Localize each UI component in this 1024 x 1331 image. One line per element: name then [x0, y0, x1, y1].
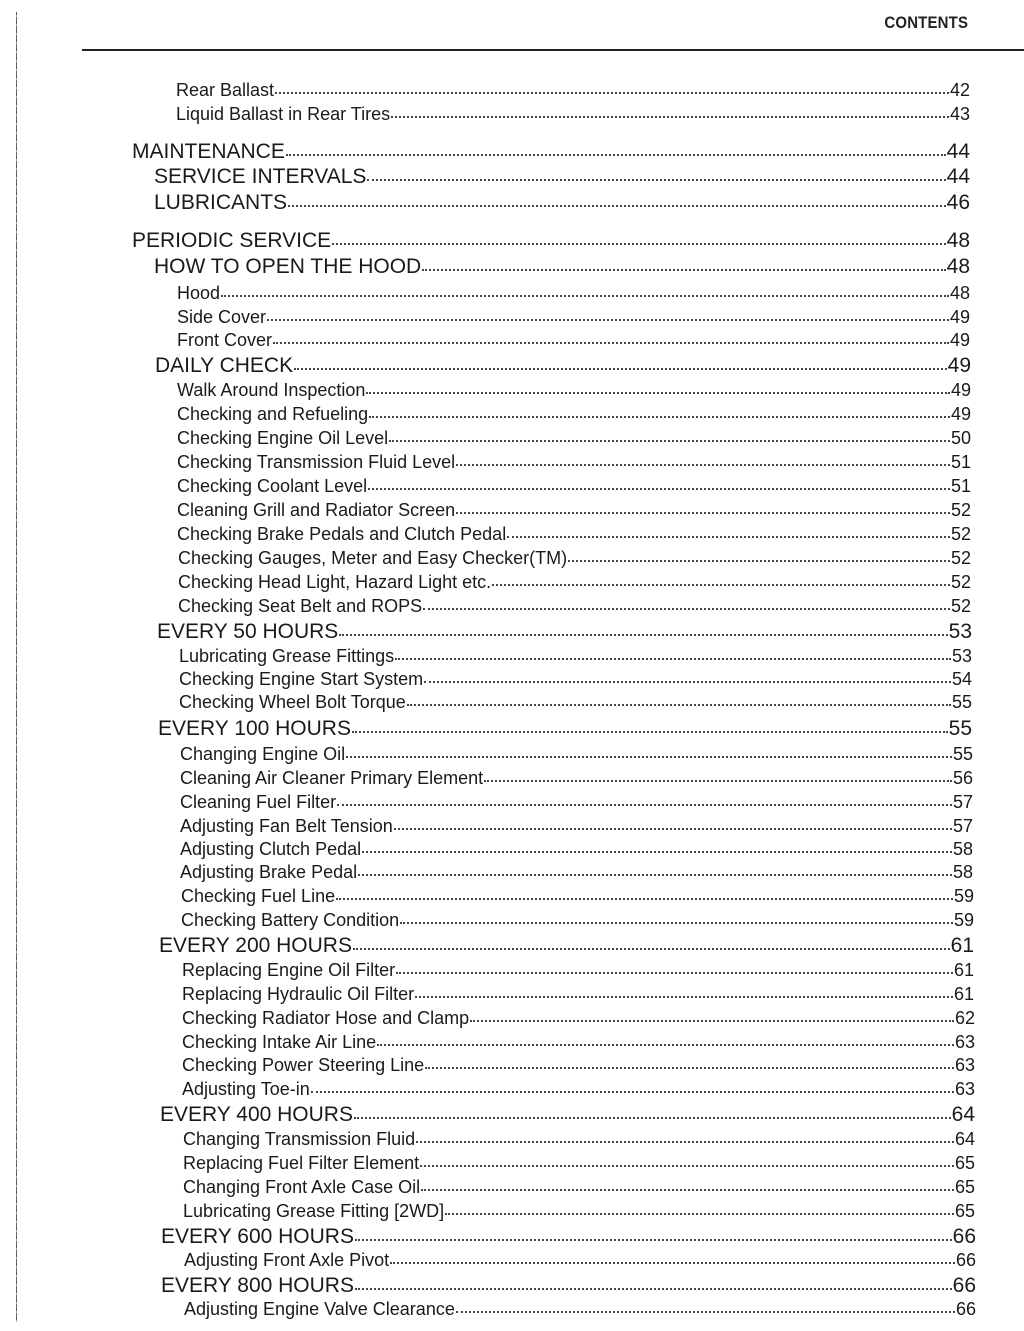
toc-section [132, 140, 970, 164]
toc-page-number: 65 [954, 1153, 975, 1173]
toc-page-number: 61 [953, 960, 974, 980]
toc-entry-label: Checking Radiator Hose and Clamp [182, 1008, 470, 1028]
toc-entry-label: Adjusting Fan Belt Tension [180, 816, 393, 836]
toc-entry-label: Checking Engine Start System [179, 669, 424, 689]
dot-leader [394, 828, 952, 830]
dot-leader [369, 416, 950, 418]
toc-page-number: 53 [951, 646, 972, 666]
dot-leader [415, 996, 953, 998]
toc-entry-label: Checking Gauges, Meter and Easy Checker(TM) [178, 548, 568, 568]
toc-item [184, 1299, 976, 1320]
toc-subsection [159, 934, 974, 958]
toc-item [178, 572, 971, 593]
toc-page-number: 62 [954, 1008, 975, 1028]
toc-item [180, 816, 973, 837]
toc-page-number: 51 [950, 476, 971, 496]
toc-page-number: 58 [952, 839, 973, 859]
dot-leader [492, 584, 950, 586]
toc-item [183, 1201, 975, 1222]
dot-leader [337, 804, 952, 806]
toc-page-number: 55 [948, 717, 972, 740]
toc-item [183, 1153, 975, 1174]
toc-entry-label: HOW TO OPEN THE HOOD [154, 255, 422, 278]
toc-entry-label: Walk Around Inspection [177, 380, 366, 400]
toc-page-number: 65 [954, 1201, 975, 1221]
toc-page-number: 49 [950, 380, 971, 400]
toc-subsection [154, 191, 970, 215]
dot-leader [470, 1020, 954, 1022]
toc-subsection [157, 620, 972, 644]
toc-page-number: 63 [954, 1079, 975, 1099]
dot-leader [346, 756, 952, 758]
toc-entry-label: EVERY 200 HOURS [159, 934, 352, 957]
dot-leader [367, 179, 945, 181]
dot-leader [423, 608, 950, 610]
toc-page-number: 65 [954, 1177, 975, 1197]
toc-entry-label: PERIODIC SERVICE [132, 229, 332, 252]
toc-item [183, 1129, 975, 1150]
toc-entry-label: Checking Coolant Level [177, 476, 368, 496]
toc-item [183, 1177, 975, 1198]
toc-page-number: 55 [952, 744, 973, 764]
toc-page-number: 54 [951, 669, 972, 689]
dot-leader [422, 269, 945, 271]
toc-entry-label: EVERY 800 HOURS [161, 1274, 354, 1297]
toc-subsection [155, 354, 971, 378]
dot-leader [368, 488, 950, 490]
header-divider [82, 49, 1024, 51]
toc-entry-label: Front Cover [177, 330, 273, 350]
dot-leader [332, 243, 945, 245]
toc-page-number: 44 [946, 165, 970, 188]
toc-page-number: 59 [953, 910, 974, 930]
dot-leader [358, 874, 952, 876]
dot-leader [407, 704, 951, 706]
toc-item [177, 524, 971, 545]
toc-entry-label: DAILY CHECK [155, 354, 294, 377]
toc-page-number: 46 [946, 191, 970, 214]
toc-item [176, 104, 970, 125]
toc-subsection [161, 1225, 976, 1249]
toc-page-number: 66 [952, 1274, 976, 1297]
toc-page-number: 64 [954, 1129, 975, 1149]
toc-item [182, 1079, 975, 1100]
toc-entry-label: Checking Intake Air Line [182, 1032, 377, 1052]
toc-page-number: 64 [951, 1103, 975, 1126]
dot-leader [425, 1067, 954, 1069]
dot-leader [336, 898, 953, 900]
dot-leader [395, 658, 951, 660]
toc-item [180, 768, 973, 789]
dot-leader [288, 205, 946, 207]
dot-leader [400, 922, 953, 924]
toc-item [177, 428, 971, 449]
dot-leader [355, 1288, 952, 1290]
toc-subsection [154, 255, 970, 279]
toc-page-number: 51 [950, 452, 971, 472]
dot-leader [389, 440, 950, 442]
toc-entry-label: Checking Battery Condition [181, 910, 400, 930]
toc-item [182, 960, 974, 981]
toc-item [177, 330, 970, 351]
toc-entry-label: Checking Fuel Line [181, 886, 336, 906]
toc-entry-label: Cleaning Fuel Filter [180, 792, 337, 812]
toc-page-number: 49 [950, 404, 971, 424]
toc-entry-label: Changing Front Axle Case Oil [183, 1177, 421, 1197]
toc-entry-label: Cleaning Grill and Radiator Screen [177, 500, 456, 520]
toc-entry-label: Replacing Hydraulic Oil Filter [182, 984, 415, 1004]
toc-page-number: 56 [952, 768, 973, 788]
toc-page-number: 58 [952, 862, 973, 882]
toc-entry-label: EVERY 100 HOURS [158, 717, 351, 740]
dot-leader [377, 1044, 954, 1046]
toc-item [176, 80, 970, 101]
toc-page-number: 52 [950, 524, 971, 544]
toc-page-number: 57 [952, 792, 973, 812]
toc-entry-label: Changing Transmission Fluid [183, 1129, 416, 1149]
dot-leader [456, 512, 950, 514]
toc-entry-label: Changing Engine Oil [180, 744, 346, 764]
toc-entry-label: Adjusting Brake Pedal [180, 862, 358, 882]
toc-item [179, 646, 972, 667]
toc-item [182, 1008, 975, 1029]
dot-leader [267, 319, 949, 321]
toc-page-number: 42 [949, 80, 970, 100]
toc-page-number: 52 [950, 596, 971, 616]
toc-entry-label: EVERY 50 HOURS [157, 620, 339, 643]
toc-item [184, 1250, 976, 1271]
toc-page-number: 66 [955, 1250, 976, 1270]
toc-entry-label: Adjusting Engine Valve Clearance [184, 1299, 455, 1319]
dot-leader [421, 1189, 954, 1191]
toc-subsection [154, 165, 970, 189]
dot-leader [353, 948, 950, 950]
toc-item [181, 910, 974, 931]
toc-item [182, 1055, 975, 1076]
toc-entry-label: Lubricating Grease Fitting [2WD] [183, 1201, 445, 1221]
dot-leader [391, 116, 949, 118]
dot-leader [354, 1117, 951, 1119]
toc-entry-label: Checking Head Light, Hazard Light etc. [178, 572, 492, 592]
toc-entry-label: Liquid Ballast in Rear Tires [176, 104, 391, 124]
toc-item [179, 692, 972, 713]
toc-entry-label: Checking and Refueling [177, 404, 369, 424]
toc-entry-label: Cleaning Air Cleaner Primary Element [180, 768, 484, 788]
toc-entry-label: EVERY 600 HOURS [161, 1225, 354, 1248]
toc-subsection [161, 1274, 976, 1298]
dot-leader [286, 154, 946, 156]
dot-leader [420, 1165, 954, 1167]
toc-page-number: 52 [950, 500, 971, 520]
toc-item [180, 792, 973, 813]
toc-page-number: 52 [950, 572, 971, 592]
toc-page-number: 53 [948, 620, 972, 643]
toc-page-number: 44 [946, 140, 970, 163]
toc-page-number: 52 [950, 548, 971, 568]
dot-leader [424, 681, 951, 683]
toc-page-number: 57 [952, 816, 973, 836]
dot-leader [445, 1213, 954, 1215]
toc-page-number: 50 [950, 428, 971, 448]
dot-leader [355, 1239, 952, 1241]
dot-leader [416, 1141, 954, 1143]
toc-item [178, 548, 971, 569]
dot-leader [275, 92, 949, 94]
toc-entry-label: Checking Engine Oil Level [177, 428, 389, 448]
toc-page-number: 48 [946, 255, 970, 278]
toc-item [178, 596, 971, 617]
toc-page-number: 49 [947, 354, 971, 377]
toc-item [179, 669, 972, 690]
toc-entry-label: Adjusting Toe-in [182, 1079, 310, 1099]
dot-leader [221, 295, 949, 297]
toc-entry-label: Replacing Fuel Filter Element [183, 1153, 420, 1173]
toc-item [180, 862, 973, 883]
toc-item [180, 744, 973, 765]
toc-item [177, 500, 971, 521]
dot-leader [390, 1262, 955, 1264]
toc-entry-label: Checking Seat Belt and ROPS [178, 596, 423, 616]
toc-entry-label: Rear Ballast [176, 80, 275, 100]
running-header-title: CONTENTS [884, 13, 968, 32]
dot-leader [456, 464, 950, 466]
toc-item [181, 886, 974, 907]
toc-item [182, 984, 974, 1005]
toc-item [177, 476, 971, 497]
toc-page-number: 43 [949, 104, 970, 124]
dot-leader [362, 851, 952, 853]
dot-leader [366, 392, 950, 394]
toc-item [177, 307, 970, 328]
toc-entry-label: SERVICE INTERVALS [154, 165, 367, 188]
toc-subsection [160, 1103, 975, 1127]
toc-page-number: 63 [954, 1055, 975, 1075]
toc-page-number: 49 [949, 307, 970, 327]
toc-item [180, 839, 973, 860]
toc-entry-label: Lubricating Grease Fittings [179, 646, 395, 666]
toc-page-number: 55 [951, 692, 972, 712]
toc-entry-label: Checking Wheel Bolt Torque [179, 692, 406, 712]
toc-entry-label: LUBRICANTS [154, 191, 288, 214]
toc-item [177, 404, 971, 425]
toc-entry-label: Side Cover [177, 307, 267, 327]
toc-section [132, 229, 970, 253]
toc-page-number: 49 [949, 330, 970, 350]
toc-subsection [158, 717, 972, 741]
toc-entry-label: Adjusting Clutch Pedal [180, 839, 362, 859]
dot-leader [311, 1091, 954, 1093]
toc-item [177, 283, 970, 304]
dot-leader [339, 634, 947, 636]
toc-item [177, 380, 971, 401]
dot-leader [456, 1311, 955, 1313]
toc-page-number: 48 [949, 283, 970, 303]
toc-entry-label: Checking Brake Pedals and Clutch Pedal [177, 524, 507, 544]
dot-leader [273, 342, 949, 344]
toc-entry-label: Checking Transmission Fluid Level [177, 452, 456, 472]
dot-leader [396, 972, 953, 974]
dot-leader [352, 731, 948, 733]
toc-entry-label: MAINTENANCE [132, 140, 285, 163]
toc-page-number: 48 [946, 229, 970, 252]
toc-page-number: 61 [950, 934, 974, 957]
toc-page-number: 66 [955, 1299, 976, 1319]
dot-leader [484, 780, 952, 782]
toc-item [182, 1032, 975, 1053]
toc-entry-label: Checking Power Steering Line [182, 1055, 425, 1075]
dot-leader [507, 536, 950, 538]
toc-entry-label: Replacing Engine Oil Filter [182, 960, 396, 980]
dot-leader [568, 560, 950, 562]
toc-entry-label: Adjusting Front Axle Pivot [184, 1250, 390, 1270]
page-binding-edge [16, 12, 17, 1322]
toc-page-number: 59 [953, 886, 974, 906]
toc-page-number: 61 [953, 984, 974, 1004]
toc-page-number: 66 [952, 1225, 976, 1248]
toc-page-number: 63 [954, 1032, 975, 1052]
toc-item [177, 452, 971, 473]
toc-entry-label: Hood [177, 283, 221, 303]
dot-leader [294, 368, 947, 370]
toc-entry-label: EVERY 400 HOURS [160, 1103, 353, 1126]
